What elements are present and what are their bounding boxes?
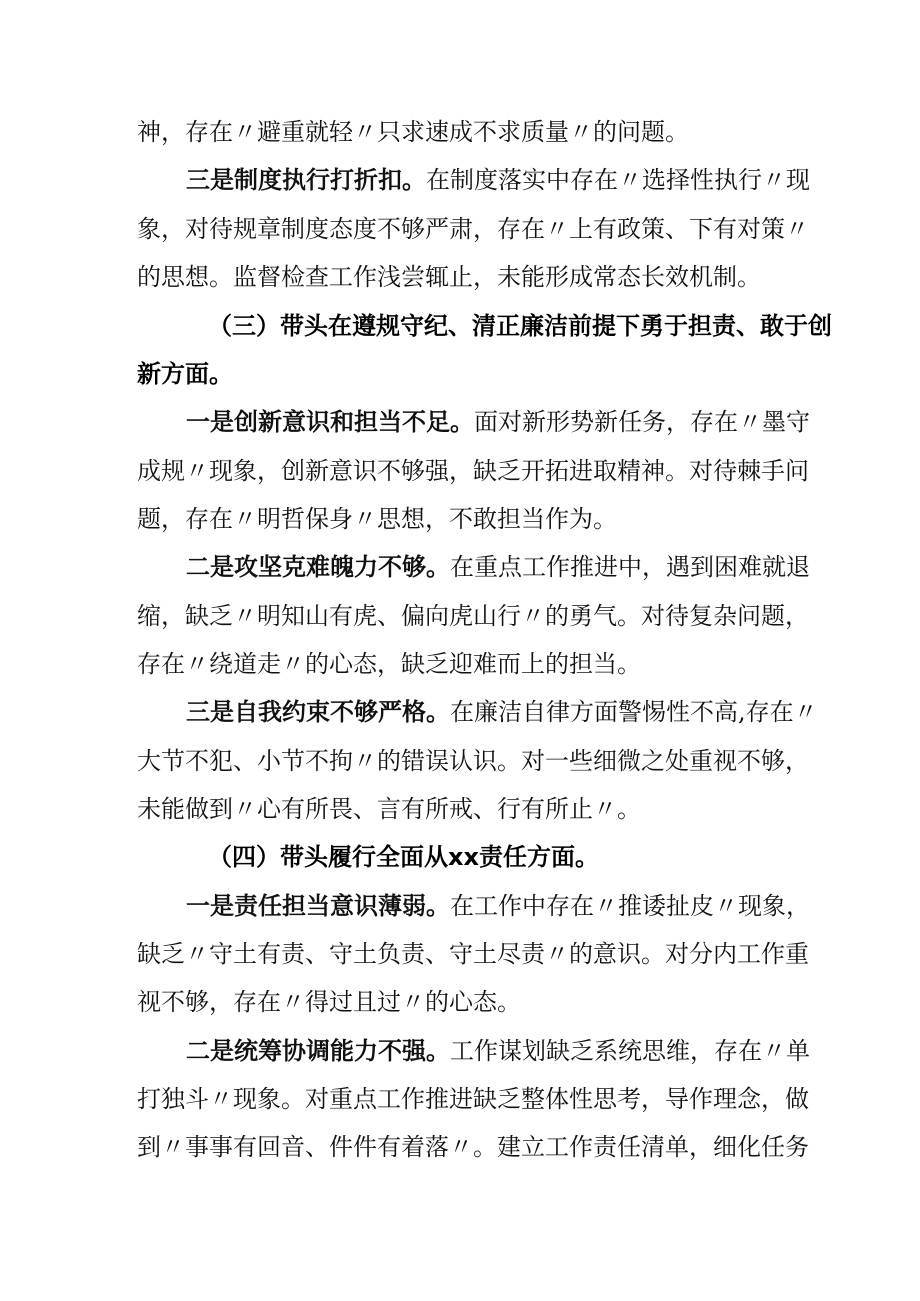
paragraph-4-line-1 [186,552,810,582]
section-3-heading-line-1: （三）带头在遵规守纪、清正廉洁前提下勇于担责、敢于创 [208,312,832,340]
paragraph-2-line-2: 象，对待规章制度态度不够严肃，存在〃上有政策、下有对策〃 [137,215,809,243]
paragraph-6-line-2: 缺乏〃守土有责、守土负责、守土尽责〃的意识。对分内工作重 [137,940,809,968]
paragraph-3-line-1 [186,407,810,437]
paragraph-7-line-2: 打独斗〃现象。对重点工作推进缺乏整体性思考，导作理念，做 [137,1085,809,1113]
paragraph-2-line-3: 的思想。监督检查工作浅尝辄止，未能形成常态长效机制。 [137,263,761,291]
paragraph-6-lead: 一是责任担当意识薄弱。 [186,891,450,920]
paragraph-4-line-1-rest: 在重点工作推进中，遇到困难就退 [450,553,810,581]
paragraph-7-lead: 二是统筹协调能力不强。 [186,1036,450,1065]
section-3-heading-line-2: 新方面。 [137,360,233,388]
paragraph-6-line-1-rest: 在工作中存在〃推诿扯皮〃现象， [450,892,810,920]
paragraph-7-line-3: 到〃事事有回音、件件有着落〃。建立工作责任清单，细化任务 [137,1133,809,1161]
paragraph-2-line-1-rest: 在制度落实中存在〃选择性执行〃现 [426,166,810,194]
paragraph-7-line-1-rest: 工作谋划缺乏系统思维，存在〃单 [450,1037,810,1065]
paragraph-5-line-1 [186,697,818,727]
paragraph-4-line-3: 存在〃绕道走〃的心态，缺乏迎难而上的担当。 [137,650,641,678]
section-4-heading: （四）带头履行全面从xx责任方面。 [208,843,599,871]
paragraph-3-line-1-rest: 面对新形势新任务，存在〃墨守 [474,408,810,436]
paragraph-6-line-3: 视不够，存在〃得过且过〃的心态。 [137,988,521,1016]
paragraph-5-line-3: 未能做到〃心有所畏、言有所戒、行有所止〃。 [137,795,641,823]
paragraph-3-lead: 一是创新意识和担当不足。 [186,407,474,436]
paragraph-2-lead: 三是制度执行打折扣。 [186,165,426,194]
paragraph-3-line-2: 成规〃现象，创新意识不够强，缺乏开拓进取精神。对待棘手问 [137,457,809,485]
paragraph-5-lead: 三是自我约束不够严格。 [186,697,450,726]
paragraph-2-line-1 [186,165,810,195]
paragraph-1-line-1: 神，存在〃避重就轻〃只求速成不求质量〃的问题。 [137,118,689,146]
paragraph-4-line-2: 缩，缺乏〃明知山有虎、偏向虎山行〃的勇气。对待复杂问题， [137,602,809,630]
paragraph-5-line-2: 大节不犯、小节不拘〃的错误认识。对一些细微之处重视不够， [137,747,809,775]
paragraph-5-line-1-rest: 在廉洁自律方面警惕性不高,存在〃 [450,698,818,726]
paragraph-7-line-1 [186,1036,810,1066]
paragraph-4-lead: 二是攻坚克难魄力不够。 [186,552,450,581]
paragraph-3-line-3: 题，存在〃明哲保身〃思想，不敢担当作为。 [137,505,617,533]
paragraph-6-line-1 [186,891,810,921]
